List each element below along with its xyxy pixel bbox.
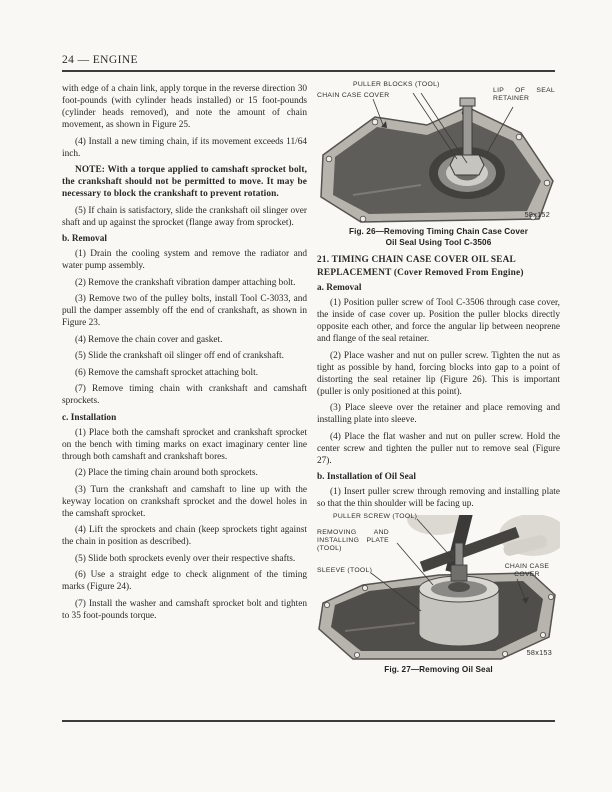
installation-heading: c. Installation: [62, 412, 117, 423]
step-item: (4) Install a new timing chain, if its movement exceeds 11/64 inch.: [62, 136, 307, 159]
step-item: (3) Turn the crankshaft and camshaft to line up with the keyway location on crankshaft sprocket and the dowel holes in the camshaft sprocket.: [62, 484, 307, 519]
fig27-label-sleeve: SLEEVE (TOOL): [317, 567, 373, 574]
fig27-photo-id: 58x153: [526, 648, 552, 657]
fig26-caption-line2: Oil Seal Using Tool C-3506: [385, 237, 492, 247]
step-item: (1) Insert puller screw through removing and installing plate so that the thin shoulder will be facing up.: [317, 487, 560, 509]
page-header: 24 — ENGINE: [62, 54, 138, 66]
figure-26: [317, 83, 560, 225]
step-item: (1) Position puller screw of Tool C-3506 through case cover, the inside of case cover up. Position the puller blocks directly opposite each other, and force the angular lip between neoprene and flange of the seal retainer.: [317, 298, 560, 344]
footer-rule: [62, 720, 555, 722]
step-item: (4) Place the flat washer and nut on puller screw. Hold the center screw and tighten the puller nut to remove seal (Figure 27).: [317, 431, 560, 466]
step-item: (6) Remove the camshaft sprocket attaching bolt.: [75, 367, 259, 378]
fig26-label-chain-case-cover: CHAIN CASE COVER: [317, 92, 390, 99]
section21-heading: 21. TIMING CHAIN CASE COVER OIL SEAL REPLACEMENT (Cover Removed From Engine): [317, 255, 524, 278]
step-item: (7) Remove timing chain with crankshaft and camshaft sprockets.: [62, 384, 307, 406]
fig27-hands: [407, 515, 560, 557]
fig26-label-lip-of-seal-retainer: LIP OF SEAL RETAINER: [493, 87, 555, 103]
fig26-label-puller-blocks: PULLER BLOCKS (TOOL): [353, 81, 440, 88]
header-rule: [62, 70, 555, 72]
step-item: (4) Lift the sprockets and chain (keep sprockets tight against the chain in position as described).: [62, 525, 307, 547]
fig26-caption: [317, 227, 560, 248]
section21-installation-heading: b. Installation of Oil Seal: [317, 472, 416, 482]
step-item: (3) Place sleeve over the retainer and place removing and installing plate into sleeve.: [317, 403, 560, 425]
step-item: (2) Remove the crankshaft vibration damper attaching bolt.: [75, 277, 296, 288]
fig26-photo-id: 58x152: [524, 210, 550, 219]
figure-27: [317, 513, 560, 663]
fig26-photo: [317, 93, 560, 223]
fig27-sleeve: [419, 576, 499, 646]
fig27-label-puller-screw: PULLER SCREW (TOOL): [333, 513, 418, 520]
fig26-caption-line1: Fig. 26—Removing Timing Chain Case Cover: [348, 227, 528, 236]
step-item: (5) Slide both sprockets evenly over their respective shafts.: [75, 553, 296, 564]
step-item: (5) If chain is satisfactory, slide the crankshaft oil slinger over shaft and up against the sprocket (flange away from sprocket).: [62, 205, 307, 228]
step-item: (7) Install the washer and camshaft sprocket bolt and tighten to 35 foot-pounds torque.: [62, 598, 307, 621]
step-item: (3) Remove two of the pulley bolts, install Tool C-3033, and pull the damper assembly off the end of crankshaft, as shown in Figure 23.: [62, 294, 307, 328]
fig27-caption: Fig. 27—Removing Oil Seal: [384, 665, 493, 674]
removal-heading: b. Removal: [62, 234, 107, 244]
fig27-label-chain-case-cover: CHAIN CASE COVER: [504, 563, 550, 579]
step-item: (1) Place both the camshaft sprocket and crankshaft sprocket on the bench with timing marks on exact imaginary center line through both camshaft and crankshaft bores.: [62, 427, 307, 462]
step-item: (4) Remove the chain cover and gasket.: [75, 334, 223, 345]
step-item: (2) Place the timing chain around both sprockets.: [75, 468, 258, 478]
step-item: (2) Place washer and nut on puller screw. Tighten the nut as tight as possible by hand, forcing blocks into gap to a point of distorting the seal retainer lip (Figure 26). This is important (puller is only positioned at this point).: [317, 350, 560, 397]
section21-removal-heading: a. Removal: [317, 283, 362, 293]
step-item: (5) Slide the crankshaft oil slinger off end of crankshaft.: [75, 351, 284, 361]
right-column: [317, 83, 560, 676]
left-column: [62, 83, 307, 626]
note-paragraph: NOTE: With a torque applied to camshaft sprocket bolt, the crankshaft should not be permitted to move. It may be necessary to block the crankshaft to prevent rotation.: [62, 165, 307, 199]
step-item: (1) Drain the cooling system and remove the radiator and water pump assembly.: [62, 249, 307, 271]
fig27-label-removing-plate: REMOVING AND INSTALLING PLATE (TOOL): [317, 529, 389, 553]
paragraph-continuation: with edge of a chain link, apply torque in the reverse direction 30 foot-pounds (with cylinder heads installed) or 15 foot-pounds (cylinder heads removed), and note the amount of chain movement, as shown in Figure 25.: [62, 84, 307, 130]
step-item: (6) Use a straight edge to check alignment of the timing marks (Figure 24).: [62, 570, 307, 592]
